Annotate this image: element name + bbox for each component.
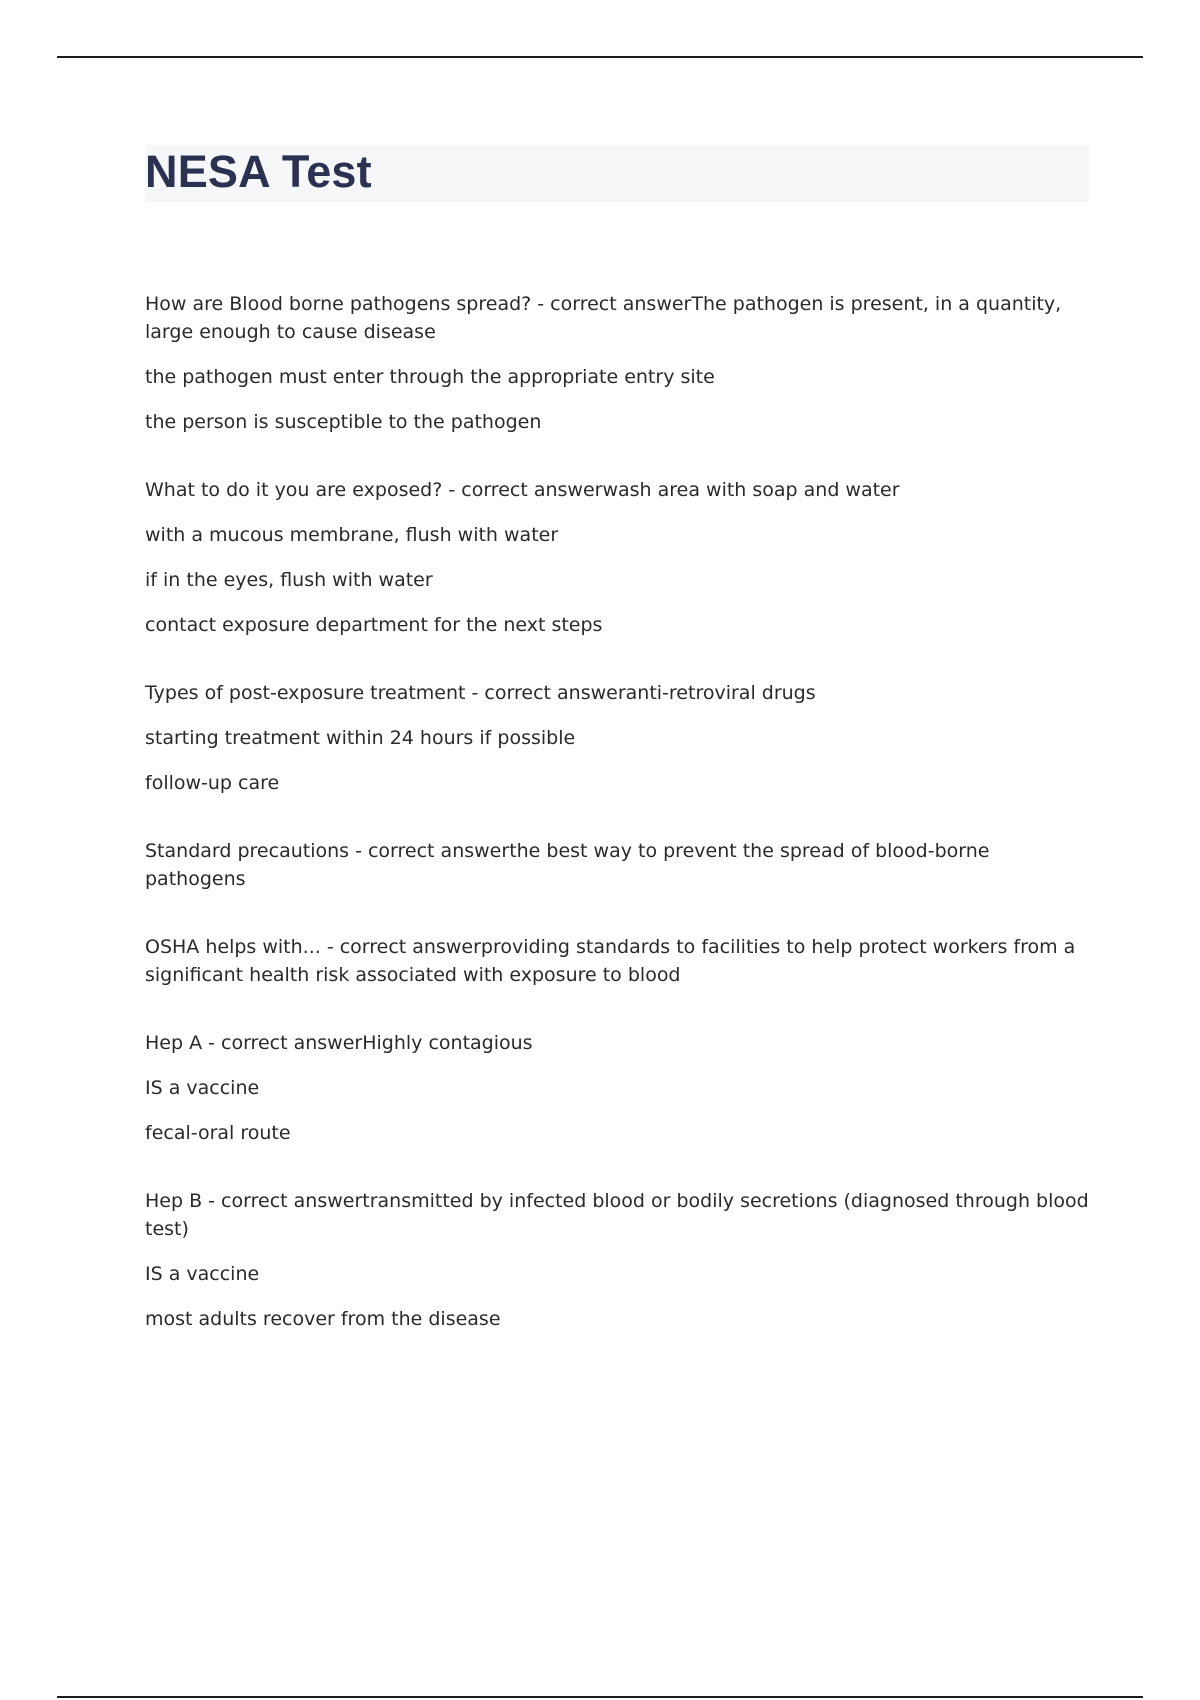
answer-separator: - correct answer (531, 293, 692, 315)
answer-text: Highly contagious (362, 1032, 533, 1054)
question-text: OSHA helps with... (145, 936, 321, 958)
answer-separator: - correct answer (465, 682, 626, 704)
answer-line: most adults recover from the disease (145, 1308, 501, 1330)
qa-question-line (145, 1187, 1095, 1243)
answer-line: fecal-oral route (145, 1122, 291, 1144)
answer-line: the pathogen must enter through the appropriate entry site (145, 366, 715, 388)
qa-block (145, 933, 1095, 989)
top-rule (57, 56, 1143, 58)
answer-text: providing standards to facilities to help protect workers from a significant health risk associated with exposure to blood (145, 936, 1076, 986)
bottom-rule (57, 1696, 1143, 1698)
answer-text: the best way to prevent the spread of blood-borne pathogens (145, 840, 990, 890)
question-text: Hep B (145, 1190, 203, 1212)
qa-question-line (145, 1029, 1095, 1057)
qa-question-line (145, 476, 1095, 504)
answer-line: the person is susceptible to the pathogen (145, 411, 542, 433)
qa-block (145, 1029, 1095, 1147)
answer-line: IS a vaccine (145, 1263, 260, 1285)
question-text: What to do it you are exposed? (145, 479, 443, 501)
answer-text: transmitted by infected blood or bodily secretions (diagnosed through blood test) (145, 1190, 1089, 1240)
answer-separator: - correct answer (349, 840, 510, 862)
question-text: Hep A (145, 1032, 203, 1054)
question-text: Types of post-exposure treatment (145, 682, 466, 704)
answer-separator: - correct answer (320, 936, 481, 958)
answer-separator: - correct answer (442, 479, 603, 501)
answer-text: The pathogen is present, in a quantity, large enough to cause disease (145, 293, 1062, 343)
qa-block (145, 679, 1095, 797)
answer-separator: - correct answer (202, 1190, 363, 1212)
qa-content (145, 290, 1095, 1373)
qa-question-line (145, 837, 1095, 893)
qa-block (145, 476, 1095, 639)
answer-text: wash area with soap and water (602, 479, 900, 501)
qa-block (145, 837, 1095, 893)
answer-line: with a mucous membrane, flush with water (145, 524, 559, 546)
answer-line: IS a vaccine (145, 1077, 260, 1099)
answer-line: starting treatment within 24 hours if possible (145, 727, 576, 749)
question-text: Standard precautions (145, 840, 350, 862)
qa-question-line (145, 290, 1095, 346)
answer-separator: - correct answer (202, 1032, 363, 1054)
document-title: NESA Test (145, 146, 372, 197)
qa-block (145, 290, 1095, 436)
answer-line: contact exposure department for the next steps (145, 614, 603, 636)
qa-block (145, 1187, 1095, 1333)
question-text: How are Blood borne pathogens spread? (145, 293, 532, 315)
answer-line: if in the eyes, flush with water (145, 569, 433, 591)
answer-line: follow-up care (145, 772, 280, 794)
answer-text: anti-retroviral drugs (625, 682, 816, 704)
qa-question-line (145, 933, 1095, 989)
qa-question-line (145, 679, 1095, 707)
